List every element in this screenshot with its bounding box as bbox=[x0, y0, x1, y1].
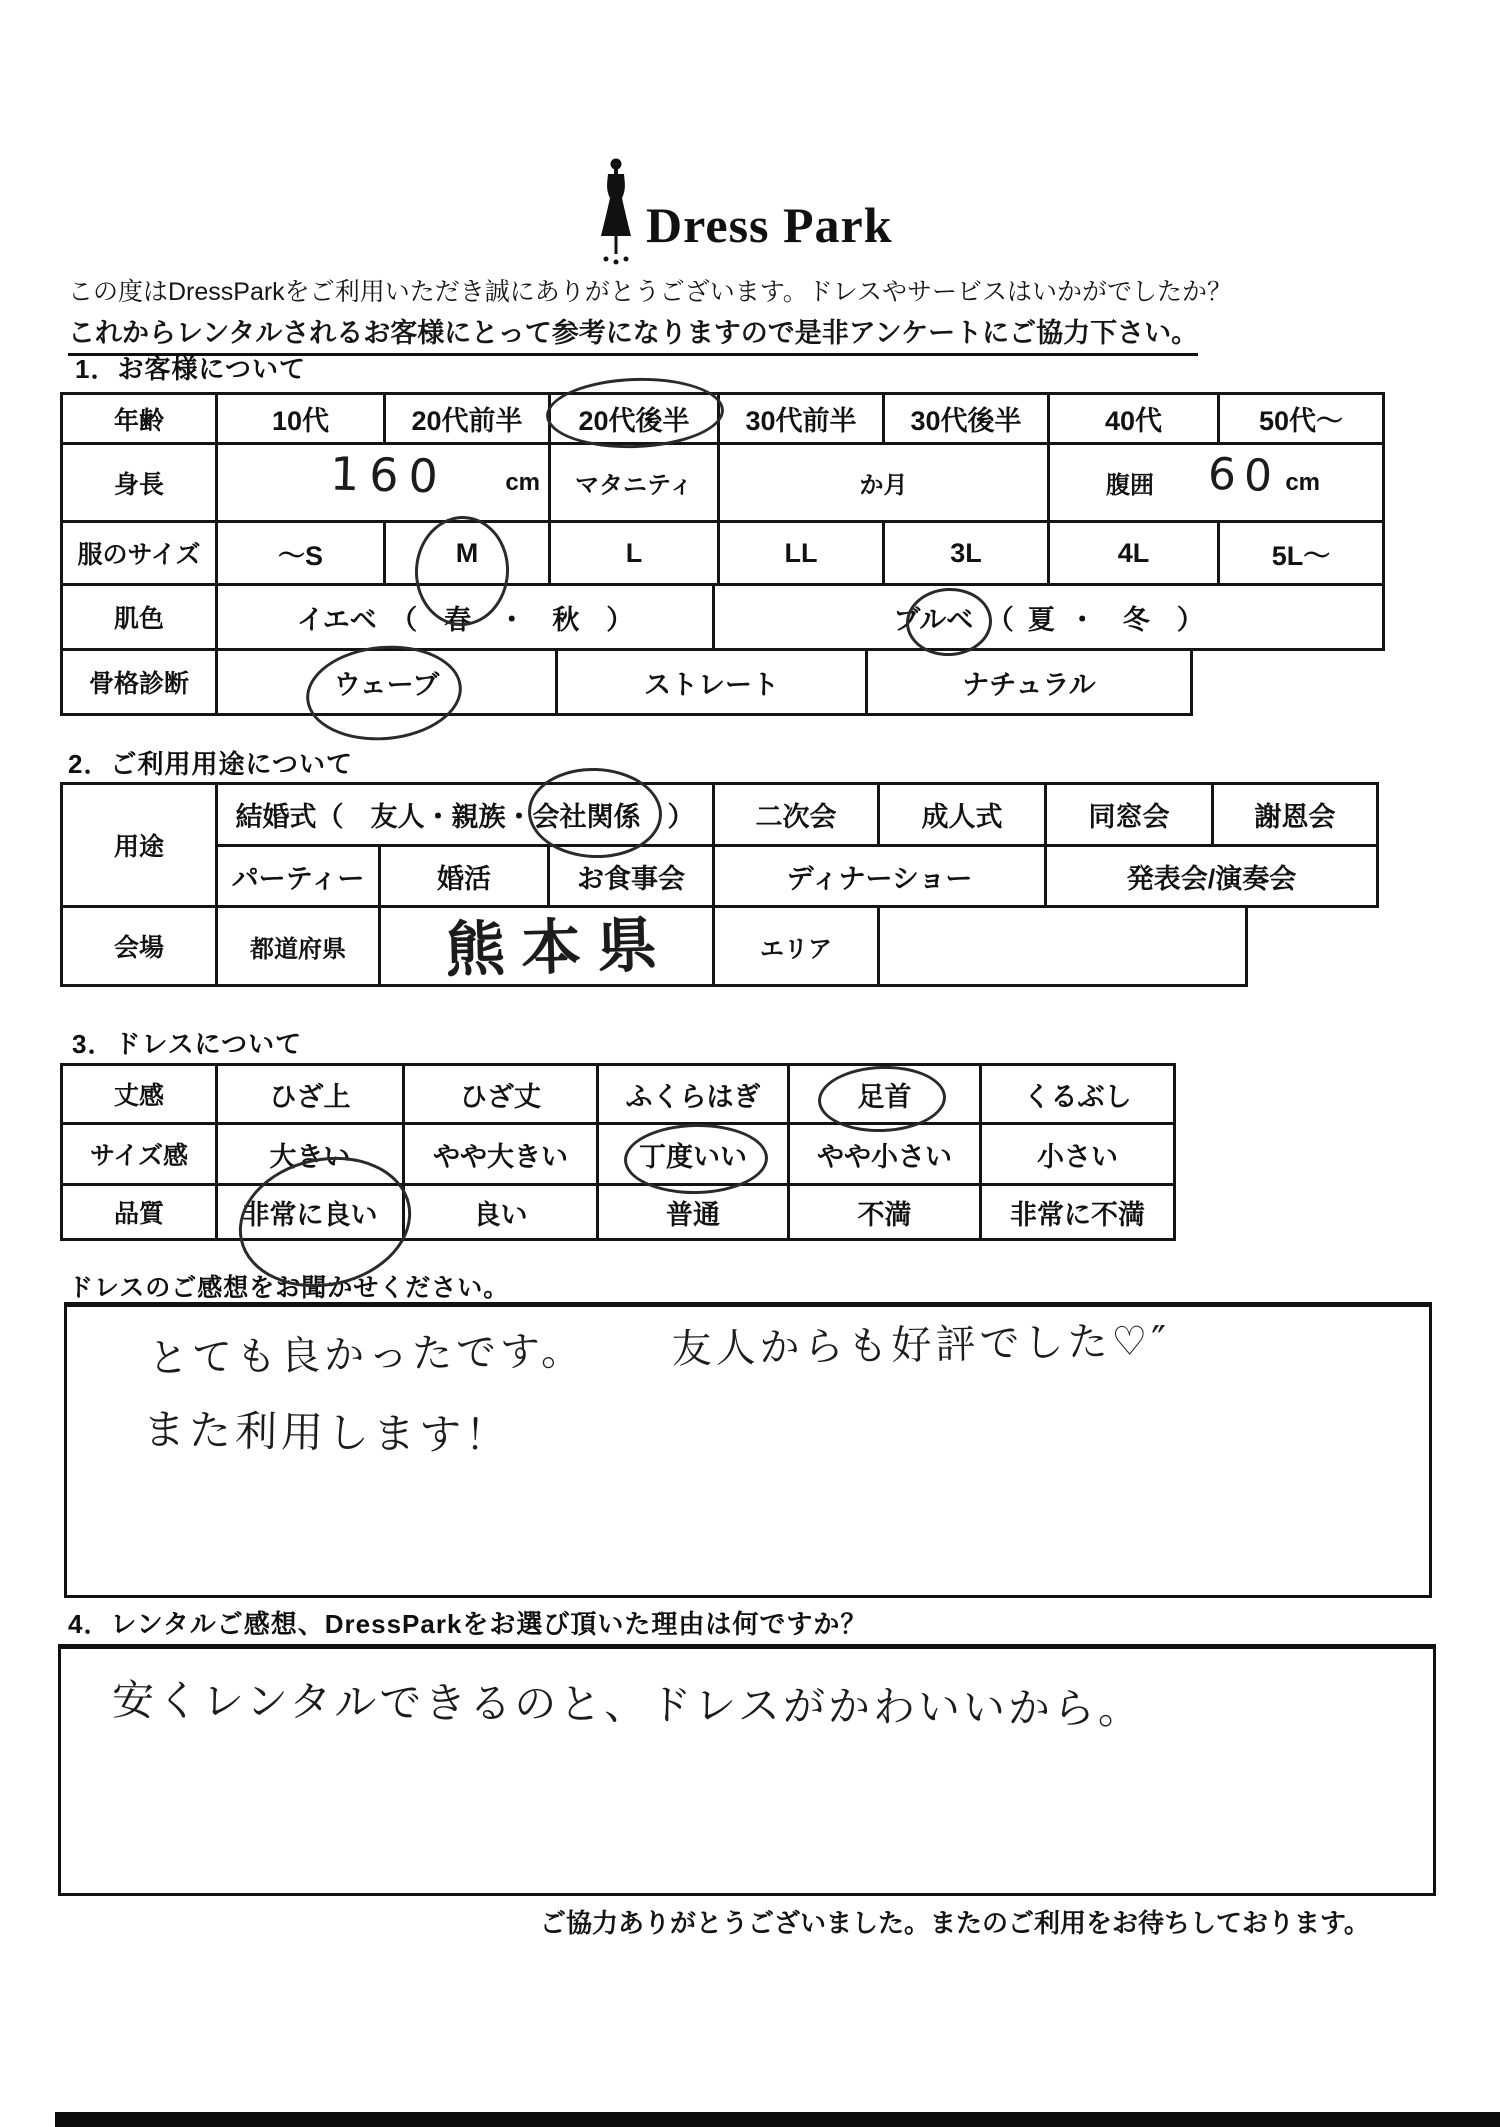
height-value-cell: cm bbox=[215, 442, 551, 523]
purpose-option: お食事会 bbox=[547, 844, 715, 908]
feedback-line1-part2: 友人からも好評でした♡″ bbox=[671, 1318, 1171, 1373]
skin-label: 肌色 bbox=[60, 583, 218, 651]
age-label: 年齢 bbox=[60, 392, 218, 445]
feedback-label: ドレスのご感想をお聞かせください。 bbox=[68, 1274, 510, 1302]
handwriting-prefecture: 熊本県 bbox=[444, 910, 675, 986]
area-value-cell bbox=[877, 905, 1248, 987]
height-row bbox=[60, 442, 1385, 520]
section1-heading: 1．お客様について bbox=[75, 354, 306, 384]
length-label: 丈感 bbox=[60, 1063, 218, 1125]
quality-option-selected: 非常に良い bbox=[215, 1183, 405, 1241]
quality-option: 非常に不満 bbox=[979, 1183, 1176, 1241]
logo bbox=[598, 158, 893, 266]
fit-option: 小さい bbox=[979, 1122, 1176, 1186]
handwriting-reason: 安くレンタルできるのと、ドレスがかわいいから。 bbox=[111, 1675, 1144, 1734]
age-option: 20代前半 bbox=[383, 392, 551, 445]
waist-label: 腹囲 bbox=[1106, 472, 1154, 499]
purpose-option: 二次会 bbox=[712, 782, 880, 847]
age-option: 30代後半 bbox=[882, 392, 1050, 445]
quality-row bbox=[60, 1183, 1176, 1238]
wedding-suffix: ） bbox=[640, 802, 695, 832]
purpose-option: 婚活 bbox=[378, 844, 550, 908]
purpose-label: 用途 bbox=[60, 782, 218, 908]
purpose-option-selected: 会社関係 bbox=[532, 802, 641, 832]
length-row bbox=[60, 1063, 1176, 1122]
purpose-row1 bbox=[60, 782, 1379, 861]
skin-option-yebe: イエベ （ 春 ・ 秋 ） bbox=[215, 583, 715, 651]
area-label: エリア bbox=[712, 905, 880, 987]
brube-prefix: ブルベ （ bbox=[893, 604, 1014, 635]
maternity-label: マタニティ bbox=[548, 442, 720, 523]
fit-option: やや小さい bbox=[787, 1122, 982, 1186]
skin-option-selected: 夏 bbox=[1027, 604, 1055, 635]
size-row bbox=[60, 520, 1385, 583]
frame-diagnosis-row bbox=[60, 648, 1385, 713]
footer-thanks: ご協力ありがとうございました。またのご利用をお待ちしております。 bbox=[540, 1908, 1370, 1938]
months-label: か月 bbox=[717, 442, 1050, 523]
length-option: ひざ丈 bbox=[402, 1063, 599, 1125]
purpose-option: ディナーショー bbox=[712, 844, 1047, 908]
wedding-prefix: 結婚式（ 友人・親族・ bbox=[235, 802, 533, 832]
dress-table bbox=[60, 1063, 1176, 1238]
size-option-selected: M bbox=[383, 520, 551, 586]
size-label: 服のサイズ bbox=[60, 520, 218, 586]
prefecture-label: 都道府県 bbox=[215, 905, 381, 987]
size-option: 3L bbox=[882, 520, 1050, 586]
fit-option-selected: 丁度いい bbox=[596, 1122, 790, 1186]
section3-heading: 3．ドレスについて bbox=[72, 1029, 303, 1059]
section4-heading: 4．レンタルご感想、DressParkをお選び頂いた理由は何ですか？ bbox=[68, 1609, 868, 1639]
venue-row bbox=[60, 905, 1379, 984]
intro-line1: この度はDressParkをご利用いただき誠にありがとうございます。ドレスやサービスはいかがでしたか？ bbox=[68, 278, 1232, 306]
fit-option: 大きい bbox=[215, 1122, 405, 1186]
venue-label: 会場 bbox=[60, 905, 218, 987]
fit-label: サイズ感 bbox=[60, 1122, 218, 1186]
purpose-option: 成人式 bbox=[877, 782, 1047, 847]
waist-unit: cm bbox=[1285, 468, 1320, 496]
purpose-option: パーティー bbox=[215, 844, 381, 908]
age-option: 50代～ bbox=[1217, 392, 1385, 445]
feedback-line1-part1: とても良かったです。 bbox=[147, 1328, 586, 1382]
frame-option-selected: ウェーブ bbox=[215, 648, 558, 716]
length-option: ひざ上 bbox=[215, 1063, 405, 1125]
quality-option: 不満 bbox=[787, 1183, 982, 1241]
quality-label: 品質 bbox=[60, 1183, 218, 1241]
age-option: 40代 bbox=[1047, 392, 1220, 445]
length-option: ふくらはぎ bbox=[596, 1063, 790, 1125]
quality-option: 良い bbox=[402, 1183, 599, 1241]
length-option-selected: 足首 bbox=[787, 1063, 982, 1125]
fit-option: やや大きい bbox=[402, 1122, 599, 1186]
skin-option-brube bbox=[712, 583, 1385, 651]
frame-option: ナチュラル bbox=[865, 648, 1193, 716]
size-option: L bbox=[548, 520, 720, 586]
quality-option: 普通 bbox=[596, 1183, 790, 1241]
handwriting-feedback-line2: また利用します！ bbox=[142, 1404, 512, 1461]
skin-tone-row bbox=[60, 583, 1385, 648]
purpose-row2 bbox=[60, 844, 1379, 905]
size-option: LL bbox=[717, 520, 885, 586]
size-option: ～S bbox=[215, 520, 386, 586]
height-label: 身長 bbox=[60, 442, 218, 523]
handwriting-waist-value: 60 bbox=[1207, 448, 1281, 503]
scan-bottom-bar bbox=[55, 2112, 1500, 2127]
fit-row bbox=[60, 1122, 1176, 1183]
age-option: 10代 bbox=[215, 392, 386, 445]
customer-table bbox=[60, 392, 1385, 713]
brube-suffix: ・ 冬 ） bbox=[1068, 604, 1204, 635]
purpose-option-wedding bbox=[215, 782, 715, 847]
purpose-option: 発表会/演奏会 bbox=[1044, 844, 1379, 908]
size-option: 4L bbox=[1047, 520, 1220, 586]
purpose-option: 同窓会 bbox=[1044, 782, 1214, 847]
purpose-rowspan-spacer bbox=[60, 844, 218, 905]
dress-form-logo-icon bbox=[598, 158, 634, 266]
age-option: 30代前半 bbox=[717, 392, 885, 445]
age-option-selected: 20代後半 bbox=[548, 392, 720, 445]
age-row bbox=[60, 392, 1385, 442]
brand-name: Dress Park bbox=[646, 197, 893, 253]
intro-line2: これからレンタルされるお客様にとって参考になりますので是非アンケートにご協力下さい。 bbox=[68, 311, 1198, 356]
section2-heading: 2．ご利用用途について bbox=[68, 749, 353, 779]
handwriting-height-value: 160 bbox=[329, 446, 449, 504]
size-option: 5L～ bbox=[1217, 520, 1385, 586]
frame-label: 骨格診断 bbox=[60, 648, 218, 716]
usage-table bbox=[60, 782, 1379, 984]
length-option: くるぶし bbox=[979, 1063, 1176, 1125]
frame-option: ストレート bbox=[555, 648, 868, 716]
purpose-option: 謝恩会 bbox=[1211, 782, 1379, 847]
